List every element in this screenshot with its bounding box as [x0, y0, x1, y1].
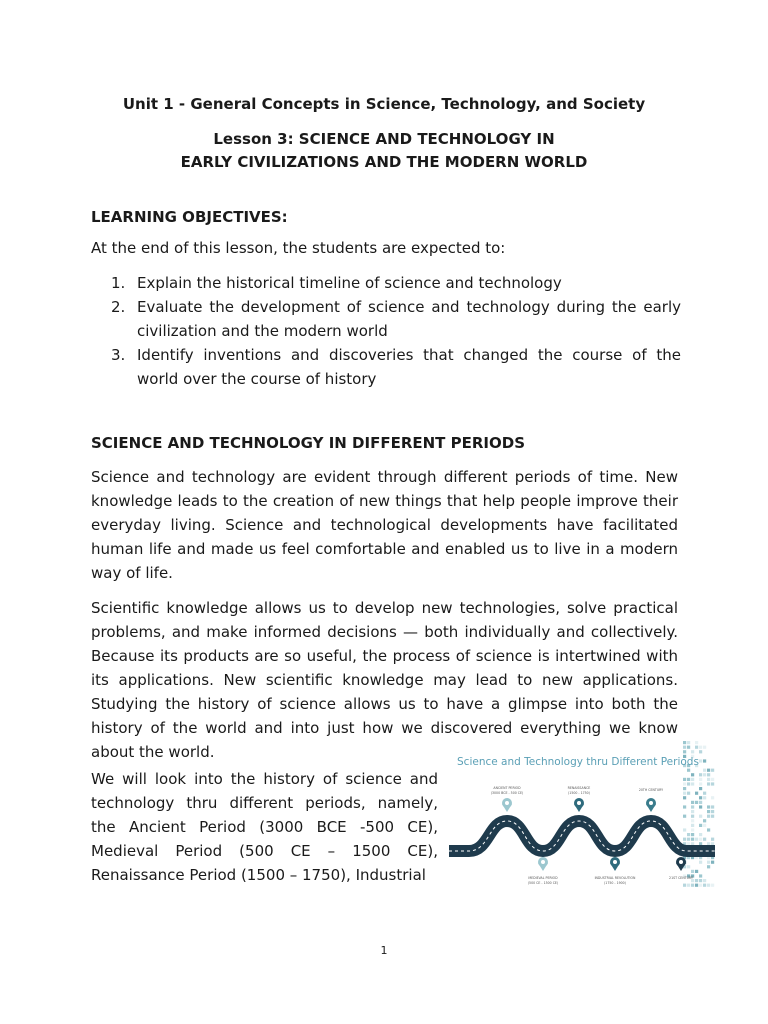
mosaic-square: [707, 778, 710, 781]
mosaic-square: [691, 833, 694, 836]
objective-number: 1.: [111, 274, 126, 292]
mosaic-square: [691, 805, 694, 808]
mosaic-square: [691, 750, 694, 753]
mosaic-square: [707, 828, 710, 831]
mosaic-square: [683, 805, 686, 808]
mosaic-square: [691, 778, 694, 781]
objectives-list: [91, 271, 681, 391]
mosaic-square: [707, 769, 710, 772]
mosaic-square: [707, 884, 710, 887]
mosaic-square: [691, 773, 694, 776]
mosaic-square: [699, 838, 702, 841]
pin-renaissance-icon: [574, 798, 584, 812]
mosaic-square: [711, 842, 714, 845]
label-renaissance: RENAISSANCE: [567, 786, 591, 790]
paragraph-1: Science and technology are evident through different periods of time. New knowledge leads to the creation of new things that help people improve their everyday living. Science and technological developments have facilitated human life and made us feel comfortable and enabled us to live in a modern way of life.: [91, 468, 678, 582]
pin-20th-century-icon: [646, 798, 656, 812]
mosaic-square: [711, 810, 714, 813]
mosaic-square: [699, 787, 702, 790]
objective-text: Evaluate the development of science and technology during the early civilization and the modern world: [137, 298, 681, 340]
mosaic-square: [695, 741, 698, 744]
mosaic-square: [711, 782, 714, 785]
mosaic-square: [691, 842, 694, 845]
mosaic-square: [699, 842, 702, 845]
mosaic-square: [699, 796, 702, 799]
mosaic-square: [687, 792, 690, 795]
mosaic-square: [691, 801, 694, 804]
mosaic-square: [699, 746, 702, 749]
unit-title: Unit 1 - General Concepts in Science, Technology, and Society: [122, 95, 646, 113]
mosaic-square: [703, 792, 706, 795]
mosaic-square: [687, 833, 690, 836]
label-industrial-range: (1750 - 1900): [604, 881, 626, 885]
mosaic-square: [687, 778, 690, 781]
objective-text: Identify inventions and discoveries that changed the course of the world over the course of history: [137, 346, 681, 388]
mosaic-square: [683, 750, 686, 753]
mosaic-square: [691, 870, 694, 873]
mosaic-square: [687, 769, 690, 772]
mosaic-square: [699, 782, 702, 785]
mosaic-square: [703, 884, 706, 887]
mosaic-square: [691, 810, 694, 813]
objective-number: 2.: [111, 298, 126, 316]
mosaic-square: [683, 796, 686, 799]
mosaic-square: [695, 870, 698, 873]
mosaic-square: [691, 828, 694, 831]
mosaic-square: [707, 865, 710, 868]
label-medieval: MEDIEVAL PERIOD: [528, 876, 558, 880]
mosaic-square: [711, 805, 714, 808]
mosaic-square: [703, 769, 706, 772]
timeline-figure: [449, 739, 715, 891]
objective-item: [91, 295, 681, 343]
mosaic-square: [699, 833, 702, 836]
mosaic-square: [691, 884, 694, 887]
mosaic-square: [687, 838, 690, 841]
section-heading: SCIENCE AND TECHNOLOGY IN DIFFERENT PERIODS: [91, 434, 526, 452]
mosaic-square: [707, 842, 710, 845]
mosaic-square: [699, 805, 702, 808]
mosaic-square: [695, 792, 698, 795]
pin-ancient-icon: [502, 798, 512, 812]
mosaic-square: [699, 759, 702, 762]
label-industrial: INDUSTRIAL REVOLUTION: [594, 876, 636, 880]
mosaic-square: [691, 782, 694, 785]
mosaic-square: [683, 815, 686, 818]
mosaic-square: [687, 842, 690, 845]
objective-item: [91, 271, 681, 295]
pin-21st-century-icon: [676, 857, 686, 871]
mosaic-square: [711, 884, 714, 887]
label-21st-century: 21ST CENTURY: [669, 876, 693, 880]
mosaic-square: [703, 746, 706, 749]
mosaic-square: [707, 815, 710, 818]
lesson-title-line-1: Lesson 3: SCIENCE AND TECHNOLOGY IN: [213, 130, 555, 148]
mosaic-square: [703, 819, 706, 822]
mosaic-square: [687, 746, 690, 749]
label-ancient-range: (3000 BCE - 500 CE): [490, 791, 524, 795]
mosaic-square: [683, 778, 686, 781]
paragraph-3: We will look into the history of science and technology thru different periods, namely, the Ancient Period (3000 BCE -500 CE), Medieval Period (500 CE – 1500 CE), Renaissance Period (1500 – 1750), Industrial: [91, 770, 438, 884]
label-ancient: ANCIENT PERIOD: [493, 786, 521, 790]
mosaic-square: [691, 824, 694, 827]
mosaic-square: [683, 838, 686, 841]
mosaic-square: [707, 773, 710, 776]
road-path: [449, 821, 715, 851]
mosaic-square: [699, 879, 702, 882]
objective-number: 3.: [111, 346, 126, 364]
mosaic-square: [695, 879, 698, 882]
mosaic-square: [683, 782, 686, 785]
paragraph-2: Scientific knowledge allows us to develop new technologies, solve practical problems, and make informed decisions — both individually and collectively. Because its products are so useful, the process of science is intertwined with its applications. New scientific knowledge may lead to new applications. Studying the history of science allows us to have a glimpse into both the history of the world and into just how we discovered everything we know about the world.: [91, 599, 678, 761]
mosaic-square: [687, 865, 690, 868]
objective-item: [91, 343, 681, 391]
mosaic-square: [711, 778, 714, 781]
mosaic-square: [707, 805, 710, 808]
mosaic-square: [699, 815, 702, 818]
pin-industrial-icon: [610, 857, 620, 871]
mosaic-square: [699, 824, 702, 827]
mosaic-square: [691, 819, 694, 822]
objective-text: Explain the historical timeline of science and technology: [137, 274, 562, 292]
mosaic-square: [699, 874, 702, 877]
mosaic-square: [711, 861, 714, 864]
mosaic-square: [703, 773, 706, 776]
mosaic-square: [703, 759, 706, 762]
mosaic-square: [711, 838, 714, 841]
mosaic-square: [683, 792, 686, 795]
mosaic-square: [683, 741, 686, 744]
page-number: 1: [380, 944, 388, 957]
lesson-title: [0, 128, 768, 174]
label-20th-century: 20TH CENTURY: [638, 788, 664, 792]
objectives-intro: At the end of this lesson, the students are expected to:: [91, 239, 506, 257]
mosaic-square: [711, 815, 714, 818]
mosaic-square: [703, 838, 706, 841]
mosaic-square: [703, 796, 706, 799]
mosaic-square: [699, 861, 702, 864]
mosaic-square: [687, 884, 690, 887]
mosaic-square: [683, 884, 686, 887]
mosaic-square: [695, 838, 698, 841]
label-renaissance-range: (1500 - 1750): [568, 791, 590, 795]
mosaic-square: [687, 741, 690, 744]
mosaic-square: [707, 810, 710, 813]
mosaic-square: [699, 801, 702, 804]
mosaic-square: [707, 782, 710, 785]
mosaic-square: [695, 801, 698, 804]
lesson-title-line-2: EARLY CIVILIZATIONS AND THE MODERN WORLD: [180, 153, 588, 171]
mosaic-square: [683, 787, 686, 790]
mosaic-square: [703, 824, 706, 827]
figure-title: Science and Technology thru Different Periods: [457, 756, 699, 768]
mosaic-square: [707, 861, 710, 864]
mosaic-square: [695, 884, 698, 887]
mosaic-square: [699, 778, 702, 781]
objectives-heading: LEARNING OBJECTIVES:: [91, 208, 288, 226]
mosaic-square: [683, 828, 686, 831]
mosaic-square: [703, 879, 706, 882]
label-medieval-range: (500 CE - 1500 CE): [527, 881, 559, 885]
mosaic-square: [711, 796, 714, 799]
mosaic-square: [683, 746, 686, 749]
mosaic-square: [699, 884, 702, 887]
pin-medieval-icon: [538, 857, 548, 871]
mosaic-square: [691, 815, 694, 818]
mosaic-square: [691, 838, 694, 841]
mosaic-square: [699, 773, 702, 776]
mosaic-square: [695, 746, 698, 749]
mosaic-square: [687, 782, 690, 785]
mosaic-square: [711, 769, 714, 772]
mosaic-square: [699, 750, 702, 753]
